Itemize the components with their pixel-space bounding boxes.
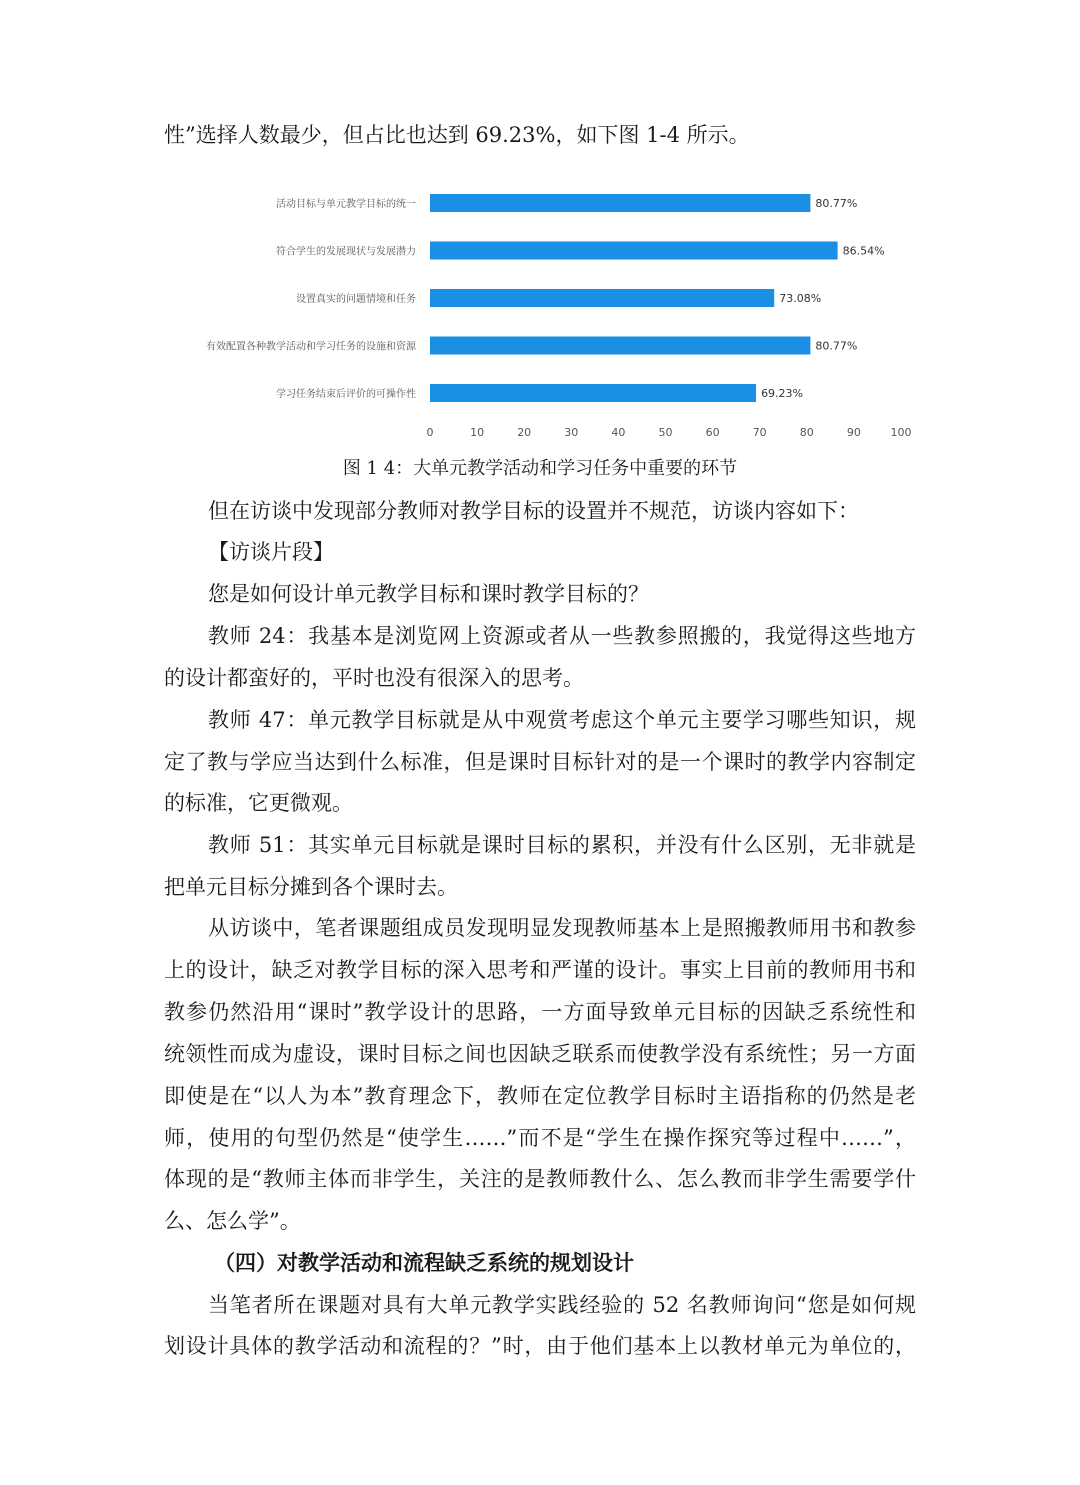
paragraph-line: 师，使用的句型仍然是“使学生……”而不是“学生在操作探究等过程中……”， — [164, 1126, 916, 1150]
bar — [430, 242, 838, 260]
x-tick-label: 0 — [426, 426, 434, 439]
figure-caption: 图 1 4：大单元教学活动和学习任务中重要的环节 — [342, 458, 738, 479]
value-label: 73.08% — [779, 292, 822, 305]
category-label: 符合学生的发展现状与发展潜力 — [276, 246, 416, 258]
paragraph-line: 统领性而成为虚设，课时目标之间也因缺乏联系而使教学没有系统性；另一方面 — [164, 1042, 916, 1066]
value-label: 80.77% — [815, 197, 858, 210]
x-tick-label: 90 — [846, 426, 861, 439]
paragraph-line: 划设计具体的教学活动和流程的？”时，由于他们基本上以教材单元为单位的， — [164, 1334, 916, 1358]
paragraph-line: 教师 24：我基本是浏览网上资源或者从一些教参照搬的，我觉得这些地方 — [208, 624, 916, 648]
value-label: 69.23% — [761, 387, 804, 400]
section-heading: （四）对教学活动和流程缺乏系统的规划设计 — [214, 1250, 634, 1275]
paragraph-line: 把单元目标分摊到各个课时去。 — [164, 875, 458, 899]
x-tick-label: 70 — [752, 426, 767, 439]
paragraph-line: 教师 47：单元教学目标就是从中观赏考虑这个单元主要学习哪些知识，规 — [208, 708, 916, 732]
paragraph-line: 教师 51：其实单元目标就是课时目标的累积，并没有什么区别，无非就是 — [208, 833, 916, 857]
paragraph-line: 从访谈中，笔者课题组成员发现明显发现教师基本上是照搬教师用书和教参 — [208, 916, 916, 940]
paragraph-line: 的标准，它更微观。 — [164, 791, 353, 815]
paragraph-line: 定了教与学应当达到什么标准，但是课时目标针对的是一个课时的教学内容制定 — [164, 750, 916, 774]
category-label: 有效配置各种教学活动和学习任务的设施和资源 — [206, 341, 416, 353]
category-label: 设置真实的问题情境和任务 — [296, 294, 416, 305]
x-tick-label: 100 — [890, 426, 912, 439]
x-tick-label: 10 — [470, 426, 485, 439]
x-tick-label: 60 — [705, 426, 720, 439]
value-label: 86.54% — [842, 244, 885, 258]
paragraph-line: 体现的是“教师主体而非学生，关注的是教师教什么、怎么教而非学生需要学什 — [164, 1167, 916, 1191]
bar — [430, 337, 810, 355]
category-label: 学习任务结束后评价的可操作性 — [276, 389, 416, 400]
bar — [430, 289, 774, 307]
interview-heading: 【访谈片段】 — [208, 540, 334, 564]
x-tick-label: 50 — [658, 426, 673, 439]
paragraph-line: 教参仍然沿用“课时”教学设计的思路，一方面导致单元目标的因缺乏系统性和 — [164, 1000, 916, 1024]
category-label: 活动目标与单元教学目标的统一 — [276, 199, 416, 210]
x-tick-label: 30 — [564, 426, 579, 439]
paragraph-line: 当笔者所在课题对具有大单元教学实践经验的 52 名教师询问“您是如何规 — [208, 1293, 916, 1317]
x-tick-label: 20 — [517, 426, 532, 439]
x-tick-label: 40 — [611, 426, 626, 439]
x-tick-label: 80 — [799, 426, 814, 439]
bar-chart — [180, 180, 920, 450]
paragraph-line: 但在访谈中发现部分教师对教学目标的设置并不规范，访谈内容如下： — [208, 499, 859, 523]
bar — [430, 384, 756, 402]
paragraph-line: 即使是在“以人为本”教育理念下，教师在定位教学目标时主语指称的仍然是老 — [164, 1084, 916, 1108]
bar — [430, 194, 810, 212]
paragraph-line: 的设计都蛮好的，平时也没有很深入的思考。 — [164, 666, 584, 690]
paragraph-line: 上的设计，缺乏对教学目标的深入思考和严谨的设计。事实上目前的教师用书和 — [164, 958, 916, 982]
value-label: 80.77% — [815, 339, 858, 353]
paragraph-line: 性”选择人数最少，但占比也达到 69.23%，如下图 1-4 所示。 — [164, 123, 750, 147]
paragraph-line: 您是如何设计单元教学目标和课时教学目标的？ — [208, 582, 649, 606]
paragraph-line: 么、怎么学”。 — [164, 1209, 301, 1233]
